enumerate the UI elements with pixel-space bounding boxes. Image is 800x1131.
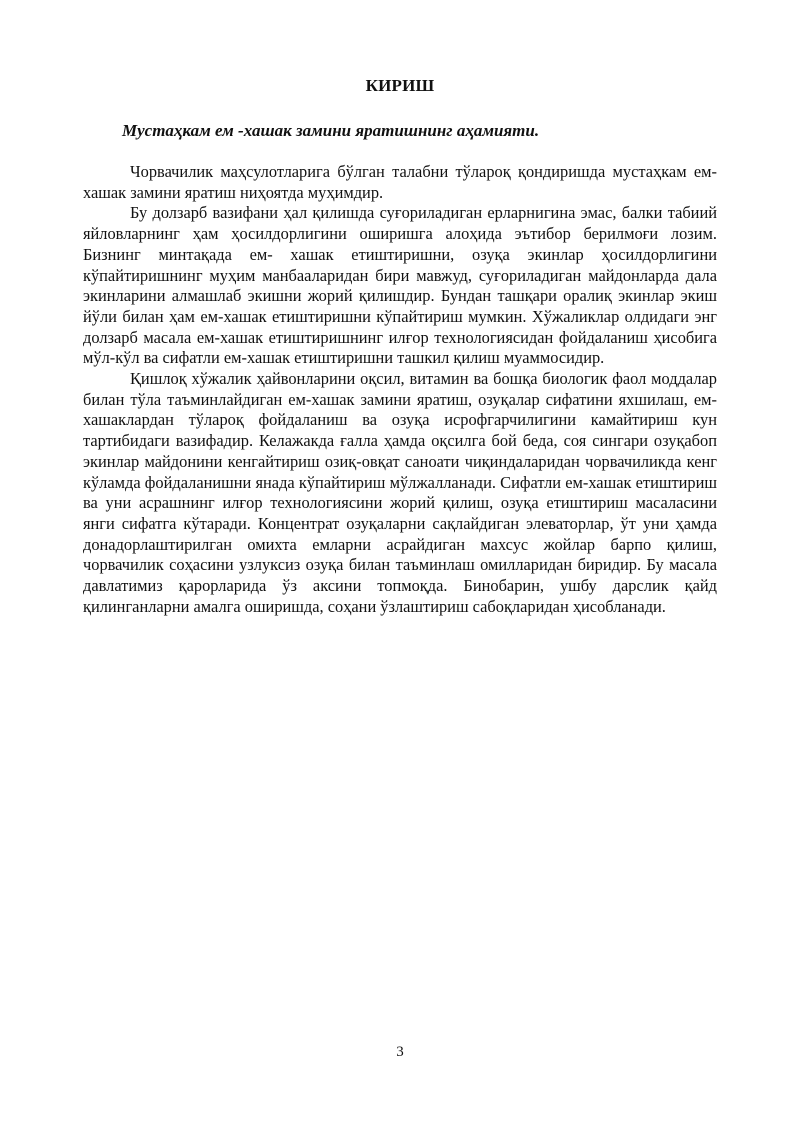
body-text [83, 162, 717, 617]
page-title: КИРИШ [365, 76, 435, 95]
paragraph-3: Қишлоқ хўжалик ҳайвонларини оқсил, витамин ва бошқа биологик фаол моддалар билан тўла таъминлайдиган ем-хашак замини яратиш, озуқалар сифатини яхшилаш, ем-хашаклардан тўлароқ фойдаланиш ва озуқа исрофгарчилигини камайтириш кун тартибидаги вазифадир. Келажакда ғалла ҳамда оқсилга бой беда, соя сингари озуқабоп экинлар майдонини кенгайтириш озиқ-овқат саноати чиқиндаларидан чорвачиликда кенг кўламда фойдаланишни янада кўпайтириш мўлжалланади. Сифатли ем-хашак етиштириш ва уни асрашнинг илғор технологиясини жорий қилиш, озуқа етиштириш масаласини янги сифатга кўтаради. Концентрат озуқаларни сақлайдиган элеваторлар, ўт уни ҳамда донадорлаштирилган омихта емларни асрайдиган махсус жойлар барпо қилиш, чорвачилик соҳасини узлуксиз озуқа билан таъминлаш омилларидан биридир. Бу масала давлатимиз қарорларида ўз аксини топмоқда. Бинобарин, ушбу дарслик қайд қилинганларни амалга оширишда, соҳани ўзлаштириш сабоқларидан ҳисобланади. [83, 369, 717, 616]
page-number: 3 [396, 1044, 404, 1060]
paragraph-2: Бу долзарб вазифани ҳал қилишда суғориладиган ерларнигина эмас, балки табиий яйловларнинг ҳам ҳосилдорлигини оширишга алоҳида эътибор берилмоғи лозим. Бизнинг минтақада ем- хашак етиштиришни, озуқа экинлар ҳосилдорлигини кўпайтиришнинг муҳим манбааларидан бири мавжуд, суғориладиган майдонларда дала экинларини алмашлаб экишни жорий қилишдир. Бундан ташқари оралиқ экинлар экиш йўли билан ҳам ем-хашак етиштиришни кўпайтириш мумкин. Хўжаликлар олдидаги энг долзарб масала ем-хашак етиштиришнинг илғор технологиясидан фойдаланиш ҳисобига мўл-кўл ва сифатли ем-хашак етиштиришни ташкил қилиш муаммосидир. [83, 203, 717, 368]
section-subtitle: Мустаҳкам ем -хашак замини яратишнинг аҳамияти. [122, 121, 540, 140]
paragraph-1: Чорвачилик маҳсулотларига бўлган талабни тўлароқ қондиришда мустаҳкам ем-хашак замини яратиш ниҳоятда муҳимдир. [83, 162, 717, 202]
